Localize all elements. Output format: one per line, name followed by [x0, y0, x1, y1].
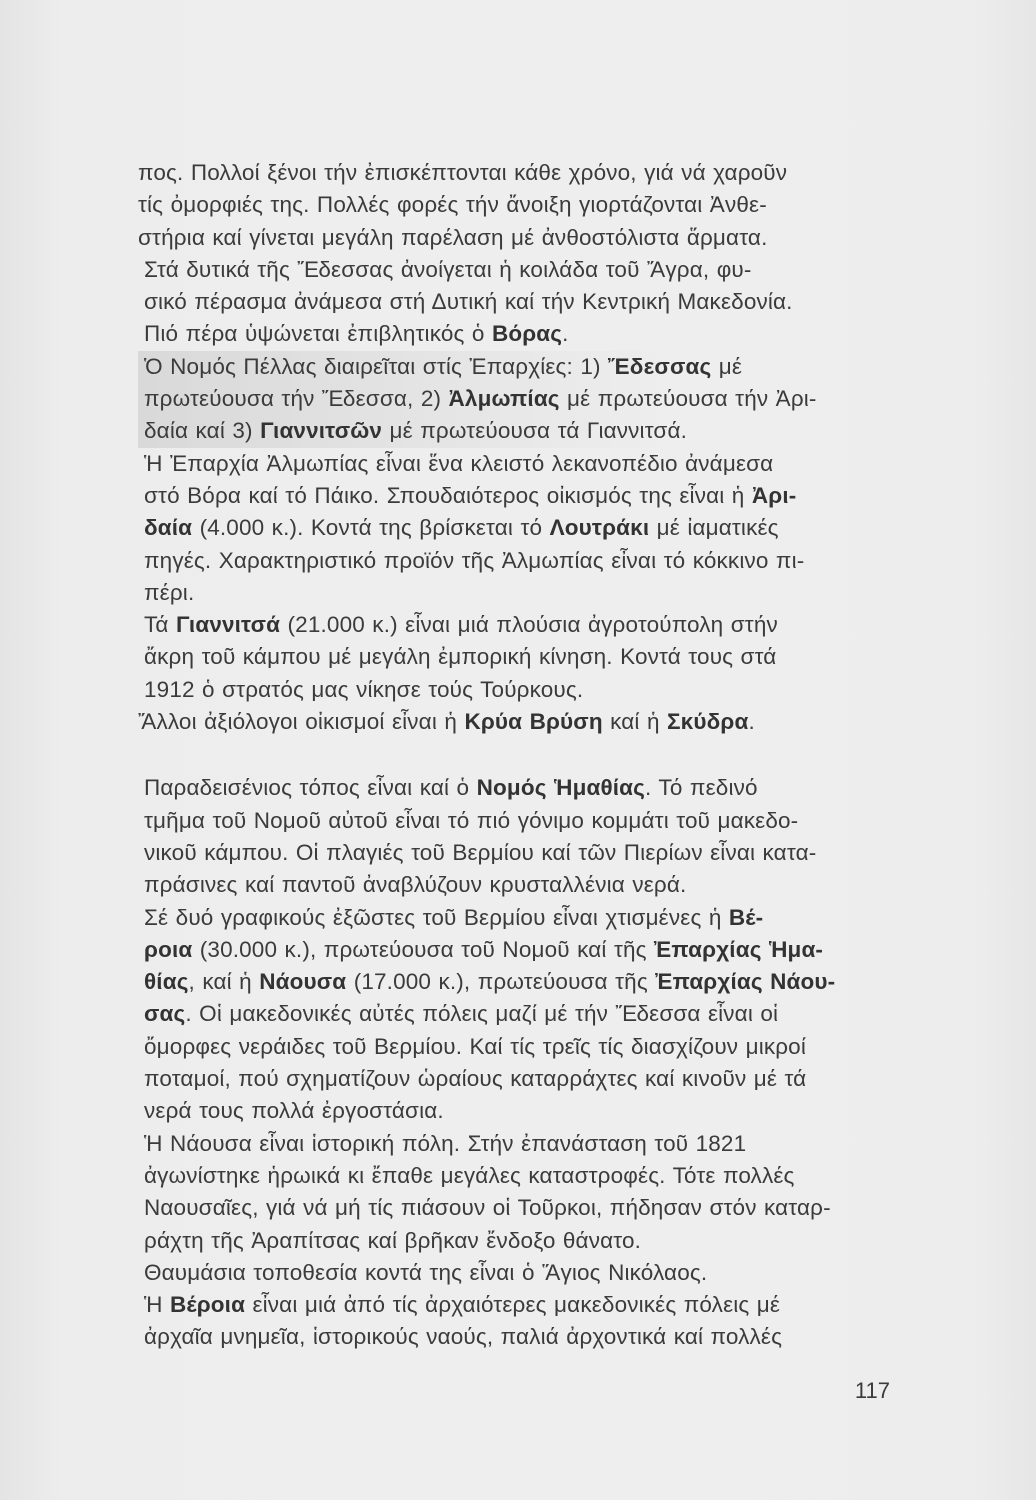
paragraph-4 — [138, 448, 898, 609]
text-line: Ἡ Βέροια εἶναι μιά ἀπό τίς ἀρχαιότερες μακεδονικές πόλεις μέ — [144, 1292, 781, 1318]
paragraph-5 — [138, 609, 898, 706]
bold-term: Γιαννιτσῶν — [260, 418, 383, 444]
text-line: τμῆμα τοῦ Νομοῦ αὐτοῦ εἶναι τό πιό γόνιμο κομμάτι τοῦ μακεδο- — [144, 807, 799, 833]
text-line: νερά τους πολλά ἐργοστάσια. — [144, 1098, 444, 1124]
text-line: θίας, καί ἡ Νάουσα (17.000 κ.), πρωτεύουσα τῆς Ἐπαρχίας Νάου- — [144, 969, 836, 995]
text-line: ροια (30.000 κ.), πρωτεύουσα τοῦ Νομοῦ καί τῆς Ἐπαρχίας Ἡμα- — [144, 936, 824, 962]
text-line: στήρια καί γίνεται μεγάλη παρέλαση μέ ἀνθοστόλιστα ἅρματα. — [138, 224, 768, 250]
text-line: 1912 ὁ στρατός μας νίκησε τούς Τούρκους. — [144, 676, 584, 702]
body-text — [138, 157, 898, 1354]
bold-term: Γιαννιτσά — [175, 612, 281, 638]
text-line: Σέ δυό γραφικούς ἐξῶστες τοῦ Βερμίου εἶναι χτισμένες ἡ Βέ- — [144, 904, 764, 930]
text-line: τίς ὀμορφιές της. Πολλές φορές τήν ἄνοιξη γιορτάζονται Ἀνθε- — [138, 192, 767, 218]
text-line: πράσινες καί παντοῦ ἀναβλύζουν κρυσταλλένια νερά. — [144, 872, 687, 898]
text-line: Στά δυτικά τῆς Ἔδεσσας ἀνοίγεται ἡ κοιλάδα τοῦ Ἄγρα, φυ- — [144, 256, 752, 282]
paragraph-6 — [138, 706, 898, 738]
text-line: ράχτη τῆς Ἀραπίτσας καί βρῆκαν ἔνδοξο θάνατο. — [144, 1227, 642, 1253]
text-line: σικό πέρασμα ἀνάμεσα στή Δυτική καί τήν Κεντρική Μακεδονία. — [144, 289, 793, 315]
text-line: Ἡ Νάουσα εἶναι ἱστορική πόλη. Στήν ἐπανάσταση τοῦ 1821 — [144, 1130, 747, 1156]
bold-term: Ἐπαρχίας Νάου- — [655, 969, 836, 995]
text-line: Ἄλλοι ἀξιόλογοι οἰκισμοί εἶναι ἡ Κρύα Βρύση καί ἡ Σκύδρα. — [138, 709, 755, 735]
bold-term: Νομός Ἡμαθίας — [476, 775, 646, 801]
bold-term: Βέ- — [728, 904, 764, 930]
text-line: δαία καί 3) Γιαννιτσῶν μέ πρωτεύουσα τά Γιαννιτσά. — [144, 418, 688, 444]
text-line: Ναουσαῖες, γιά νά μή τίς πιάσουν οἱ Τοῦρκοι, πήδησαν στόν καταρ- — [144, 1195, 831, 1221]
text-line: Ὁ Νομός Πέλλας διαιρεῖται στίς Ἐπαρχίες: 1) Ἔδεσσας μέ — [144, 353, 743, 379]
bold-term: θίας — [144, 969, 189, 995]
bold-term: σας — [144, 1001, 186, 1027]
bold-term: Λουτράκι — [549, 515, 650, 541]
bold-term: Βόρας — [491, 321, 563, 347]
paragraph-9 — [138, 1128, 898, 1257]
paragraph-1 — [138, 157, 898, 254]
section-gap — [138, 738, 898, 772]
text-line: ποταμοί, πού σχηματίζουν ὡραίους καταρράχτες καί κινοῦν μέ τά — [144, 1066, 807, 1092]
text-line: νικοῦ κάμπου. Οἱ πλαγιές τοῦ Βερμίου καί τῶν Πιερίων εἶναι κατα- — [144, 839, 817, 865]
text-line: Θαυμάσια τοποθεσία κοντά της εἶναι ὁ Ἅγιος Νικόλαος. — [144, 1259, 708, 1285]
text-line: Παραδεισένιος τόπος εἶναι καί ὁ Νομός Ἡμαθίας. Τό πεδινό — [144, 775, 758, 801]
paragraph-11 — [138, 1289, 898, 1354]
bold-term: Ἀλμωπίας — [448, 386, 560, 412]
bold-term: δαία — [144, 515, 193, 541]
text-line: Τά Γιαννιτσά (21.000 κ.) εἶναι μιά πλούσια ἀγροτούπολη στήν — [144, 612, 778, 638]
paragraph-8 — [138, 902, 898, 1128]
text-line: πος. Πολλοί ξένοι τήν ἐπισκέπτονται κάθε χρόνο, γιά νά χαροῦν — [138, 160, 788, 185]
text-line: ἀγωνίστηκε ἡρωικά κι ἔπαθε μεγάλες καταστροφές. Τότε πολλές — [144, 1162, 795, 1188]
text-line: πηγές. Χαρακτηριστικό προϊόν τῆς Ἀλμωπίας εἶναι τό κόκκινο πι- — [144, 547, 805, 573]
text-line: στό Βόρα καί τό Πάικο. Σπουδαιότερος οἰκισμός της εἶναι ἡ Ἀρι- — [144, 482, 797, 508]
bold-term: Ἔδεσσας — [608, 353, 712, 379]
text-line: σας. Οἱ μακεδονικές αὐτές πόλεις μαζί μέ τήν Ἔδεσσα εἶναι οἱ — [144, 1001, 779, 1027]
text-line: ἀρχαῖα μνημεῖα, ἱστορικούς ναούς, παλιά ἀρχοντικά καί πολλές — [144, 1324, 783, 1350]
bold-term: Ἐπαρχίας Ἡμα- — [654, 936, 824, 962]
bold-term: Σκύδρα — [667, 709, 749, 735]
text-line: πρωτεύουσα τήν Ἔδεσσα, 2) Ἀλμωπίας μέ πρωτεύουσα τήν Ἀρι- — [144, 386, 817, 412]
bold-term: Βέροια — [170, 1292, 246, 1318]
text-line: πέρι. — [144, 579, 195, 605]
paragraph-10 — [138, 1257, 898, 1289]
page-number: 117 — [854, 1378, 890, 1403]
paragraph-3 — [138, 351, 898, 448]
text-line: δαία (4.000 κ.). Κοντά της βρίσκεται τό Λουτράκι μέ ἰαματικές — [144, 515, 779, 541]
text-line: ὄμορφες νεράιδες τοῦ Βερμίου. Καί τίς τρεῖς τίς διασχίζουν μικροί — [144, 1033, 806, 1059]
paragraph-2 — [138, 254, 898, 351]
bold-term: Νάουσα — [259, 969, 347, 995]
paragraph-7 — [138, 772, 898, 901]
text-line: Πιό πέρα ὑψώνεται ἐπιβλητικός ὁ Βόρας. — [144, 321, 569, 347]
bold-term: Κρύα Βρύση — [464, 709, 603, 735]
text-line: ἄκρη τοῦ κάμπου μέ μεγάλη ἐμπορική κίνηση. Κοντά τους στά — [144, 644, 777, 670]
bold-term: ροια — [144, 936, 193, 962]
text-line: Ἡ Ἐπαρχία Ἀλμωπίας εἶναι ἕνα κλειστό λεκανοπέδιο ἀνάμεσα — [144, 450, 774, 476]
bold-term: Ἀρι- — [751, 482, 797, 508]
